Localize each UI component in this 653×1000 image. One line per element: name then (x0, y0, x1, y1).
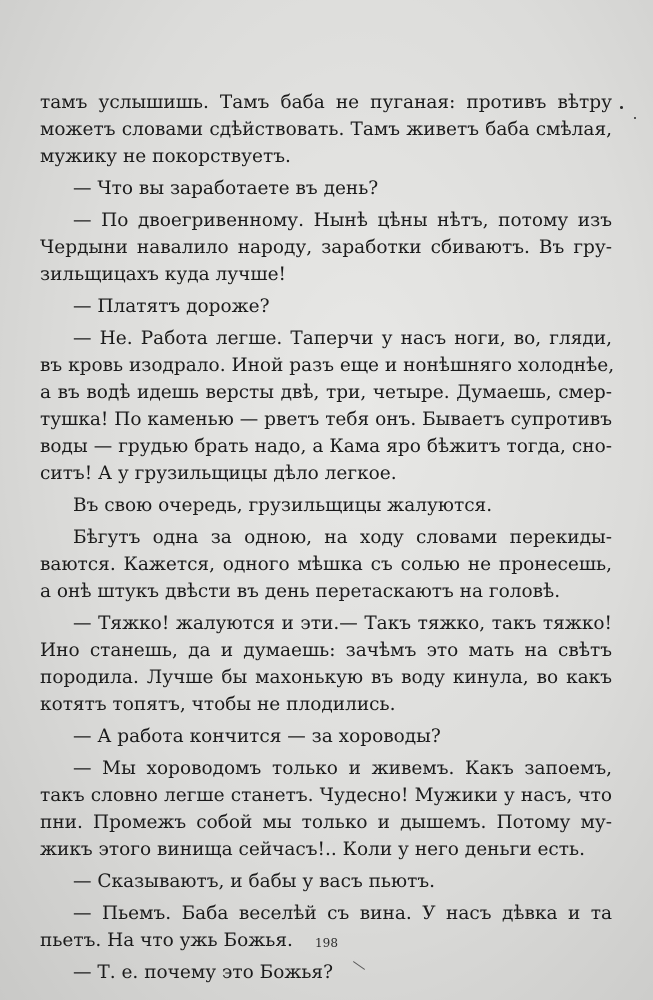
body-text (40, 89, 615, 986)
text-line: — Не. Работа легше. Таперчи у насъ ноги, во, гляди, (73, 328, 612, 349)
text-line: ваются. Кажется, одного мѣшка съ солью не пронесешь, (40, 554, 612, 575)
text-line: такъ словно легше станетъ. Чудесно! Мужики у насъ, что (40, 785, 612, 806)
text-line: пьетъ. На что ужь Божья. (40, 930, 293, 951)
text-line: — А работа кончится — за хороводы? (73, 726, 441, 747)
text-line: породила. Лучше бы махонькую въ воду кинула, во какъ (40, 667, 612, 688)
text-line: котятъ топятъ, чтобы не плодились. (40, 694, 396, 715)
ink-speck (634, 117, 636, 119)
text-line: Ино станешь, да и думаешь: зачѣмъ это мать на свѣтъ (40, 640, 612, 661)
text-line: ситъ! А у грузильщицы дѣло легкое. (40, 463, 397, 484)
text-line: — Пьемъ. Баба веселѣй съ вина. У насъ дѣвка и та (73, 903, 612, 924)
text-line: — Т. е. почему это Божья? (73, 962, 334, 983)
text-line: тушка! По каменью — рветъ тебя онъ. Бываетъ супротивъ (40, 409, 612, 430)
text-line: воды — грудью брать надо, а Кама яро бѣжитъ тогда, сно- (40, 436, 612, 457)
text-line: Бѣгутъ одна за одною, на ходу словами перекиды- (73, 527, 612, 548)
text-line: — По двоегривенному. Нынѣ цѣны нѣтъ, потому изъ (73, 210, 612, 231)
text-line: Въ свою очередь, грузильщицы жалуются. (73, 495, 493, 516)
text-line: зильщицахъ куда лучше! (40, 264, 286, 285)
ink-speck (620, 106, 623, 109)
text-line: жикъ этого винища сейчасъ!.. Коли у него деньги есть. (40, 839, 585, 860)
text-line: — Тяжко! жалуются и эти.— Такъ тяжко, такъ тяжко! (73, 613, 612, 634)
text-line: пни. Промежъ собой мы только и дышемъ. Потому му- (40, 812, 612, 833)
text-line: можетъ словами сдѣйствовать. Тамъ живетъ баба смѣлая, (40, 119, 612, 140)
text-line: — Мы хороводомъ только и живемъ. Какъ запоемъ, (73, 758, 612, 779)
text-line: а онѣ штукъ двѣсти въ день перетаскаютъ на головѣ. (40, 581, 561, 602)
text-line: Чердыни навалило народу, заработки сбиваютъ. Въ гру- (40, 237, 612, 258)
text-line: — Сказываютъ, и бабы у васъ пьютъ. (73, 871, 435, 892)
text-line: въ кровь изодрало. Иной разъ еще и нонѣшняго холоднѣе, (40, 355, 615, 376)
text-line: — Платятъ дороже? (73, 296, 270, 317)
text-line: а въ водѣ идешь версты двѣ, три, четыре. Думаешь, смер- (40, 382, 612, 403)
page-number: 198 (315, 936, 338, 950)
text-line: мужику не покорствуетъ. (40, 146, 291, 167)
text-line: тамъ услышишь. Тамъ баба не пуганая: противъ вѣтру (40, 92, 612, 113)
text-line: — Что вы заработаете въ день? (73, 178, 379, 199)
